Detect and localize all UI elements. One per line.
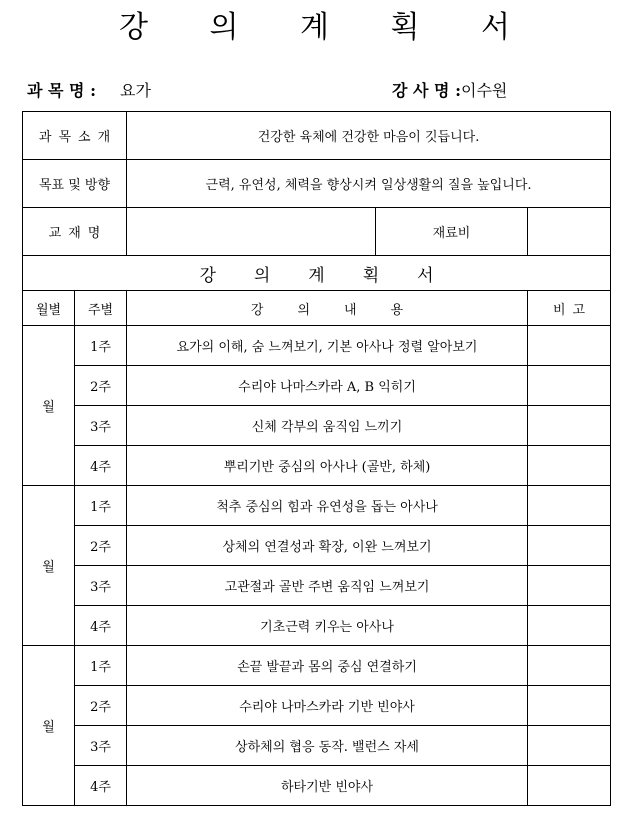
week-cell: 3주 <box>75 406 127 446</box>
goal-label: 목표 및 방향 <box>23 160 127 208</box>
content-cell: 상하체의 협응 동작. 밸런스 자세 <box>127 726 528 766</box>
instructor-line <box>392 78 507 101</box>
week-cell: 4주 <box>75 606 127 646</box>
week-row <box>23 566 611 606</box>
goal-row <box>23 160 611 208</box>
content-cell: 손끝 발끝과 몸의 중심 연결하기 <box>127 646 528 686</box>
remarks-cell <box>528 686 611 726</box>
overview-value: 건강한 육체에 건강한 마음이 깃듭니다. <box>127 112 611 160</box>
lecture-plan-body <box>23 112 611 806</box>
plan-header-row <box>23 291 611 326</box>
remarks-cell <box>528 326 611 366</box>
week-row <box>23 606 611 646</box>
week-cell: 1주 <box>75 326 127 366</box>
week-row <box>23 646 611 686</box>
content-cell: 신체 각부의 움직임 느끼기 <box>127 406 528 446</box>
month-cell: 월 <box>23 646 75 806</box>
content-column-header: 강의내용 <box>127 291 528 326</box>
week-row <box>23 526 611 566</box>
week-cell: 4주 <box>75 446 127 486</box>
content-cell: 척추 중심의 힘과 유연성을 돕는 아사나 <box>127 486 528 526</box>
remarks-cell <box>528 646 611 686</box>
goal-value: 근력, 유연성, 체력을 향상시켜 일상생활의 질을 높입니다. <box>127 160 611 208</box>
textbook-row <box>23 208 611 256</box>
week-cell: 3주 <box>75 566 127 606</box>
remarks-cell <box>528 606 611 646</box>
week-row <box>23 766 611 806</box>
remarks-column-header: 비고 <box>528 291 611 326</box>
remarks-cell <box>528 566 611 606</box>
week-cell: 3주 <box>75 726 127 766</box>
week-row <box>23 726 611 766</box>
month-cell: 월 <box>23 486 75 646</box>
week-row <box>23 406 611 446</box>
plan-heading: 강의계획서 <box>23 256 611 291</box>
week-row <box>23 366 611 406</box>
week-row <box>23 486 611 526</box>
week-cell: 1주 <box>75 486 127 526</box>
instructor-label: 강 사 명 : <box>392 81 461 100</box>
document-title: 강 의 계 획 서 <box>118 10 537 45</box>
textbook-value <box>127 208 376 256</box>
material-fee-value <box>528 208 611 256</box>
remarks-cell <box>528 766 611 806</box>
remarks-cell <box>528 406 611 446</box>
week-cell: 4주 <box>75 766 127 806</box>
remarks-cell <box>528 486 611 526</box>
content-cell: 하타기반 빈야사 <box>127 766 528 806</box>
content-cell: 요가의 이해, 숨 느껴보기, 기본 아사나 정렬 알아보기 <box>127 326 528 366</box>
month-column-header: 월별 <box>23 291 75 326</box>
week-column-header: 주별 <box>75 291 127 326</box>
subject-line <box>27 78 151 101</box>
overview-row <box>23 112 611 160</box>
week-cell: 2주 <box>75 526 127 566</box>
subject-label: 과 목 명 : <box>27 81 96 100</box>
week-cell: 2주 <box>75 686 127 726</box>
textbook-label: 교재명 <box>23 208 127 256</box>
week-cell: 2주 <box>75 366 127 406</box>
week-row <box>23 326 611 366</box>
remarks-cell <box>528 366 611 406</box>
week-row <box>23 446 611 486</box>
overview-label: 과목소개 <box>23 112 127 160</box>
material-fee-label: 재료비 <box>376 208 528 256</box>
content-cell: 기초근력 키우는 아사나 <box>127 606 528 646</box>
lecture-plan-table <box>22 111 611 806</box>
week-row <box>23 686 611 726</box>
plan-heading-row <box>23 256 611 291</box>
instructor-value: 이수원 <box>461 81 508 100</box>
content-cell: 수리야 나마스카라 A, B 익히기 <box>127 366 528 406</box>
remarks-cell <box>528 726 611 766</box>
subject-value: 요가 <box>120 81 151 100</box>
remarks-cell <box>528 526 611 566</box>
remarks-cell <box>528 446 611 486</box>
content-cell: 뿌리기반 중심의 아사나 (골반, 하체) <box>127 446 528 486</box>
content-cell: 상체의 연결성과 확장, 이완 느껴보기 <box>127 526 528 566</box>
month-cell: 월 <box>23 326 75 486</box>
content-cell: 수리야 나마스카라 기반 빈야사 <box>127 686 528 726</box>
week-cell: 1주 <box>75 646 127 686</box>
content-cell: 고관절과 골반 주변 움직임 느껴보기 <box>127 566 528 606</box>
